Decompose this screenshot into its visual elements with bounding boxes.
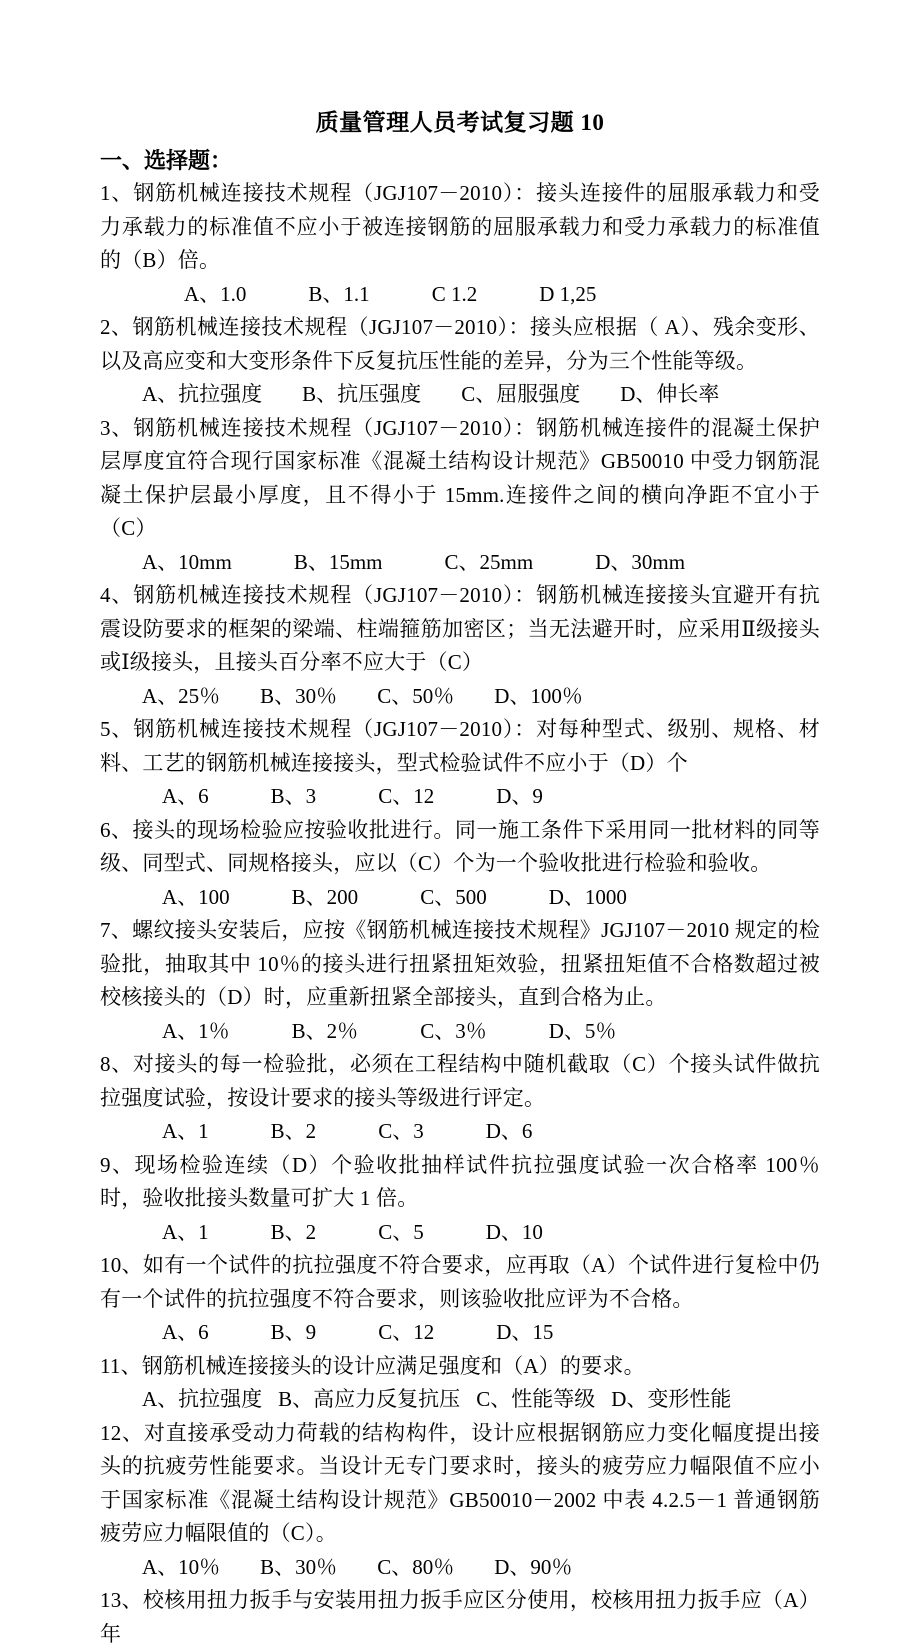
question-6: [100, 814, 820, 915]
option-b: B、2: [270, 1219, 317, 1244]
question-5: [100, 713, 820, 814]
question-4: [100, 579, 820, 713]
option-c: C、3％: [420, 1018, 487, 1043]
option-a: A、抗拉强度: [142, 1387, 263, 1411]
option-d: D、10: [485, 1219, 543, 1244]
option-a: A、100: [162, 884, 230, 909]
question-13: [100, 1584, 820, 1651]
option-d: D、15: [496, 1320, 554, 1344]
question-9-text: 9、现场检验连续（D）个验收批抽样试件抗拉强度试验一次合格率 100％时，验收批接头数量可扩大 1 倍。: [100, 1152, 820, 1210]
option-c: C、屈服强度: [461, 382, 581, 406]
question-4-text: 4、钢筋机械连接技术规程（JGJ107－2010）：钢筋机械连接接头宜避开有抗震设防要求的框架的梁端、柱端箍筋加密区；当无法避开时，应采用Ⅱ级接头或Ⅰ级接头，且接头百分率不应大于（C）: [100, 583, 820, 674]
question-3-options: [100, 546, 820, 580]
question-12-text: 12、对直接承受动力荷载的结构构件，设计应根据钢筋应力变化幅度提出接头的抗疲劳性能要求。当设计无专门要求时，接头的疲劳应力幅限值不应小于国家标准《混凝土结构设计规范》GB50010－2002 中表 4.2.5－1 普通钢筋疲劳应力幅限值的（C）。: [100, 1420, 820, 1545]
question-2: [100, 311, 820, 412]
question-6-text: 6、接头的现场检验应按验收批进行。同一施工条件下采用同一批材料的同等级、同型式、同规格接头，应以（C）个为一个验收批进行检验和验收。: [100, 817, 820, 875]
option-b: B、1.1: [308, 281, 370, 306]
question-9: [100, 1149, 820, 1250]
option-a: A、25％: [142, 683, 221, 708]
page-title: 质量管理人员考试复习题 10: [315, 110, 605, 135]
option-a: A、6: [162, 1320, 209, 1344]
question-5-text: 5、钢筋机械连接技术规程（JGJ107－2010）：对每种型式、级别、规格、材料、工艺的钢筋机械连接接头，型式检验试件不应小于（D）个: [100, 717, 820, 775]
option-b: B、2: [270, 1119, 317, 1143]
option-c: C、3: [378, 1119, 424, 1143]
option-c: C、80％: [377, 1554, 455, 1579]
option-a: A、1: [162, 1219, 209, 1244]
option-b: B、30％: [260, 683, 338, 708]
question-6-options: [100, 881, 820, 915]
question-9-options: [100, 1216, 820, 1250]
option-a: A、10％: [142, 1554, 221, 1579]
question-4-options: [100, 680, 820, 714]
option-c: C、5: [378, 1219, 424, 1244]
question-12: [100, 1417, 820, 1585]
question-8-text: 8、对接头的每一检验批，必须在工程结构中随机截取（C）个接头试件做抗拉强度试验，按设计要求的接头等级进行评定。: [100, 1052, 820, 1110]
question-12-options: [100, 1551, 820, 1585]
question-13-text: 13、校核用扭力扳手与安装用扭力扳手应区分使用，校核用扭力扳手应（A）年: [100, 1588, 820, 1646]
option-c: C、50％: [377, 683, 455, 708]
question-7-options: [100, 1015, 820, 1049]
question-11-text: 11、钢筋机械连接接头的设计应满足强度和（A）的要求。: [100, 1353, 645, 1378]
question-10: [100, 1249, 820, 1350]
option-d: D、伸长率: [620, 382, 720, 406]
option-b: B、3: [270, 784, 317, 808]
question-8-options: [100, 1115, 820, 1149]
option-d: D、变形性能: [611, 1387, 732, 1411]
question-5-options: [100, 780, 820, 814]
option-b: B、30％: [260, 1554, 338, 1579]
option-a: A、1.0: [184, 281, 247, 306]
question-7: [100, 914, 820, 1048]
question-1: [100, 177, 820, 311]
question-10-options: [100, 1316, 820, 1350]
option-b: B、15mm: [293, 549, 383, 574]
question-1-options: [100, 278, 820, 312]
section-heading: 一、选择题：: [100, 148, 233, 173]
option-d: D、1000: [548, 884, 627, 909]
option-b: B、抗压强度: [302, 382, 422, 406]
option-c: C 1.2: [431, 281, 478, 306]
option-c: C、12: [378, 1320, 435, 1344]
option-d: D 1,25: [539, 281, 597, 306]
option-a: A、10mm: [142, 549, 232, 574]
option-a: A、1: [162, 1119, 209, 1143]
option-d: D、5％: [548, 1018, 617, 1043]
option-d: D、30mm: [595, 549, 686, 574]
option-c: C、性能等级: [476, 1387, 596, 1411]
option-b: B、9: [270, 1320, 317, 1344]
question-2-text: 2、钢筋机械连接技术规程（JGJ107－2010）：接头应根据（ A）、残余变形、以及高应变和大变形条件下反复抗压性能的差异，分为三个性能等级。: [100, 315, 820, 373]
option-d: D、100％: [494, 683, 583, 708]
option-a: A、抗拉强度: [142, 382, 263, 406]
question-7-text: 7、螺纹接头安装后，应按《钢筋机械连接技术规程》JGJ107－2010 规定的检验批，抽取其中 10％的接头进行扭紧扭矩效验，扭紧扭矩值不合格数超过被校核接头的（D）时，应重新扭紧全部接头，直到合格为止。: [100, 918, 820, 1009]
option-b: B、高应力反复抗压: [278, 1387, 461, 1411]
option-d: D、90％: [494, 1554, 573, 1579]
question-2-options: [100, 378, 820, 412]
question-3-text: 3、钢筋机械连接技术规程（JGJ107－2010）：钢筋机械连接件的混凝土保护层厚度宜符合现行国家标准《混凝土结构设计规范》GB50010 中受力钢筋混凝土保护层最小厚度，且不得小于 15mm.连接件之间的横向净距不宜小于（C）: [100, 415, 820, 540]
option-c: C、12: [378, 784, 435, 808]
option-c: C、500: [420, 884, 487, 909]
question-3: [100, 412, 820, 580]
option-d: D、9: [496, 784, 543, 808]
option-a: A、6: [162, 784, 209, 808]
option-b: B、2％: [291, 1018, 359, 1043]
question-10-text: 10、如有一个试件的抗拉强度不符合要求，应再取（A）个试件进行复检中仍有一个试件的抗拉强度不符合要求，则该验收批应评为不合格。: [100, 1253, 820, 1311]
option-a: A、1％: [162, 1018, 230, 1043]
question-11-options: [100, 1383, 820, 1417]
question-11: [100, 1350, 820, 1417]
option-c: C、25mm: [444, 549, 534, 574]
question-1-text: 1、钢筋机械连接技术规程（JGJ107－2010）：接头连接件的屈服承载力和受力承载力的标准值不应小于被连接钢筋的屈服承载力和受力承载力的标准值的（B）倍。: [100, 181, 820, 272]
option-d: D、6: [485, 1119, 533, 1143]
option-b: B、200: [291, 884, 359, 909]
question-8: [100, 1048, 820, 1149]
